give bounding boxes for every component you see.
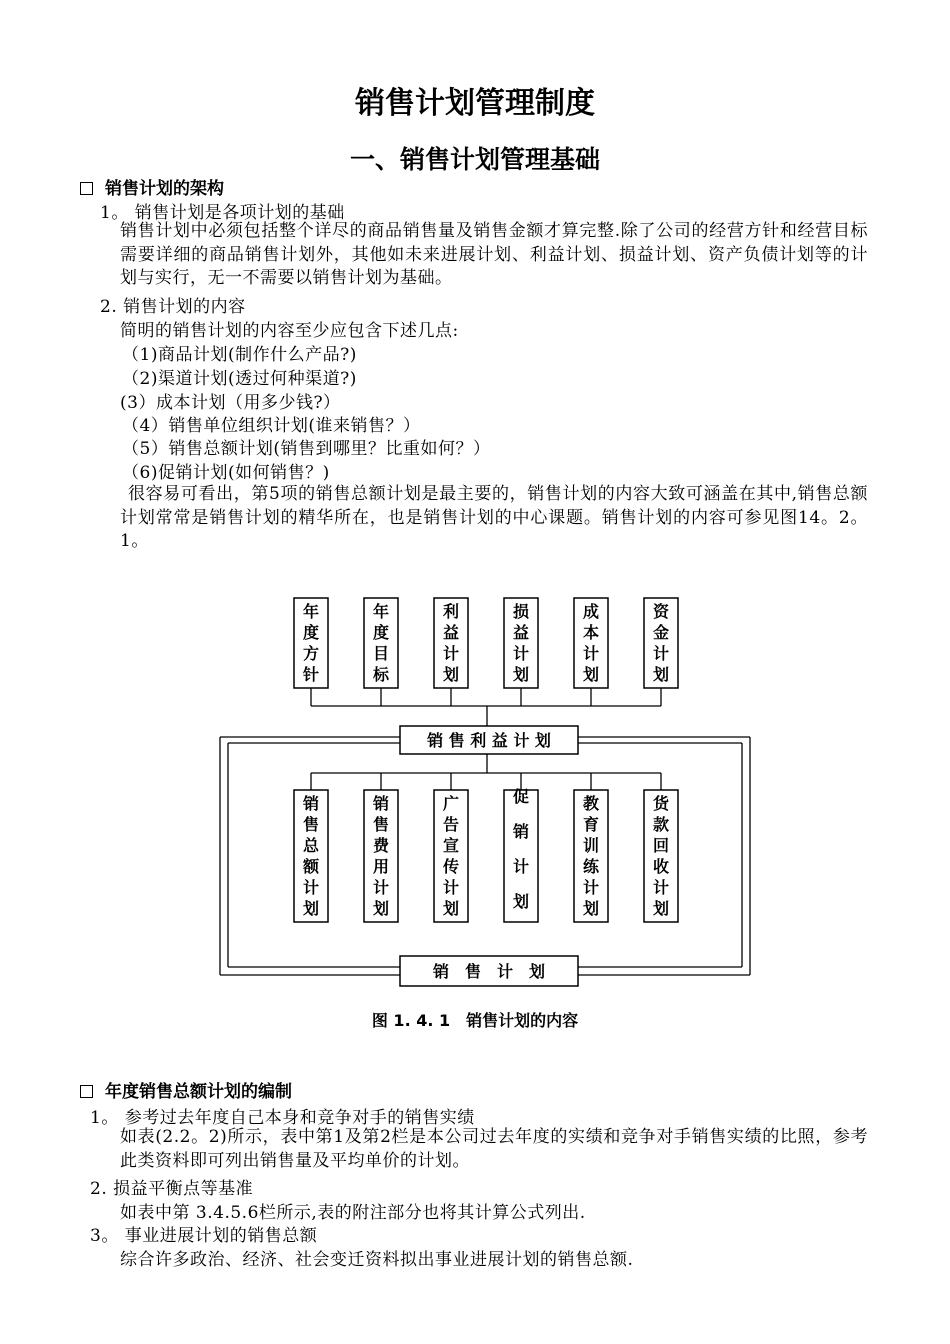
box-label: 计: [582, 644, 600, 663]
list-item: （6)促销计划(如何销售？): [122, 463, 330, 483]
section-heading-text: 销售计划的架构: [105, 179, 224, 199]
list-item: （1)商品计划(制作什么产品?): [122, 345, 357, 365]
box-label: 利: [442, 602, 460, 621]
box-label: 售: [302, 815, 320, 834]
box-label: 划: [442, 899, 460, 918]
checkbox-icon: [80, 1085, 93, 1098]
box-label: 本: [582, 623, 600, 642]
box-label: 金: [652, 623, 670, 642]
box-label: 广: [442, 794, 460, 813]
box-label: 销: [512, 822, 530, 841]
box-label: 促: [512, 787, 530, 806]
paragraph: 综合许多政治、经济、社会变迁资料拟出事业进展计划的销售总额.: [120, 1250, 634, 1270]
box-label: 计: [512, 857, 530, 876]
paragraph: 销售计划中必须包括整个详尽的商品销售量及销售金额才算完整.除了公司的经营方针和经营目标需要详细的商品销售计划外，其他如未来进展计划、利益计划、损益计划、资产负债计划等的计划与实行，无一不需要以销售计划为基础。: [120, 221, 868, 288]
box-label: 销: [372, 794, 390, 813]
box-label: 费: [372, 836, 390, 855]
box-label: 额: [302, 857, 320, 876]
top-plan-box: [294, 598, 328, 688]
list-item: （4）销售单位组织计划(谁来销售？）: [122, 416, 421, 436]
item-label: 1。 参考过去年度自己本身和竞争对手的销售实绩: [90, 1108, 475, 1128]
box-label: 销: [302, 794, 320, 813]
bottom-plan-box: [574, 790, 608, 922]
box-label: 教: [582, 794, 600, 813]
box-label: 划: [372, 899, 390, 918]
box-label: 计: [442, 878, 460, 897]
box-label: 传: [442, 857, 460, 876]
top-plan-box: [504, 598, 538, 688]
paragraph: 很容易可看出，第5项的销售总额计划是最主要的，销售计划的内容大致可涵盖在其中,销售总额计划常常是销售计划的精华所在，也是销售计划的中心课题。销售计划的内容可参见图14。2。1。: [120, 484, 868, 551]
box-label: 告: [442, 815, 460, 834]
item-label: 2. 损益平衡点等基准: [90, 1179, 254, 1199]
top-plan-box: [364, 598, 398, 688]
box-label: 总: [302, 836, 320, 855]
box-label: 用: [372, 857, 390, 876]
box-label: 划: [582, 665, 600, 684]
box-label: 计: [582, 878, 600, 897]
box-label: 益: [512, 623, 530, 642]
paragraph: 如表(2.2。2)所示，表中第1及第2栏是本公司过去年度的实绩和竞争对手销售实绩的比照，参考此类资料即可列出销售量及平均单价的计划。: [120, 1127, 868, 1171]
item-label: 1。 销售计划是各项计划的基础: [100, 203, 345, 223]
box-label: 度: [302, 623, 320, 642]
box-label: 练: [582, 857, 600, 876]
sales-profit-plan-box: [400, 726, 578, 754]
box-label: 益: [442, 623, 460, 642]
box-label: 销 售 计 划: [432, 962, 546, 981]
box-label: 标: [372, 665, 390, 684]
bottom-plan-box: [294, 790, 328, 922]
bottom-plan-box: [644, 790, 678, 922]
box-label: 划: [442, 665, 460, 684]
page-title: 销售计划管理制度: [355, 86, 595, 121]
box-label: 宣: [442, 836, 460, 855]
box-label: 划: [652, 665, 670, 684]
box-label: 货: [652, 794, 670, 813]
box-label: 收: [652, 857, 670, 876]
list-item: (3）成本计划（用多少钱?）: [120, 393, 341, 413]
box-label: 年: [372, 602, 390, 621]
top-plan-box: [434, 598, 468, 688]
paragraph: 如表中第 3.4.5.6栏所示,表的附注部分也将其计算公式列出.: [120, 1203, 586, 1223]
box-label: 方: [302, 644, 320, 663]
box-label: 计: [512, 644, 530, 663]
box-label: 划: [302, 899, 320, 918]
figure-caption: 图 1. 4. 1 销售计划的内容: [371, 1011, 579, 1030]
box-label: 目: [372, 644, 390, 663]
box-label: 度: [372, 623, 390, 642]
box-label: 针: [302, 665, 320, 684]
box-label: 成: [582, 602, 600, 621]
item-label: 3。 事业进展计划的销售总额: [90, 1226, 318, 1246]
top-plan-box: [644, 598, 678, 688]
box-label: 回: [652, 836, 670, 855]
box-label: 育: [582, 815, 600, 834]
page-subtitle: 一、销售计划管理基础: [349, 145, 600, 174]
item-label: 2. 销售计划的内容: [100, 297, 246, 317]
box-label: 划: [652, 899, 670, 918]
box-label: 计: [652, 644, 670, 663]
box-label: 款: [652, 815, 670, 834]
box-label: 售: [372, 815, 390, 834]
sales-plan-box: [400, 956, 578, 986]
list-item: （5）销售总额计划(销售到哪里？比重如何？）: [122, 439, 491, 459]
section-heading-annual: [80, 1077, 292, 1102]
list-item: （2)渠道计划(透过何种渠道?): [122, 369, 357, 389]
box-label: 年: [302, 602, 320, 621]
paragraph: 简明的销售计划的内容至少应包含下述几点:: [120, 321, 459, 341]
box-label: 损: [512, 602, 530, 621]
bottom-plan-box: [504, 787, 538, 922]
bottom-plan-box: [434, 790, 468, 922]
box-label: 划: [512, 892, 530, 911]
box-label: 销 售 利 益 计 划: [427, 731, 551, 750]
top-plan-box: [574, 598, 608, 688]
box-label: 计: [372, 878, 390, 897]
box-label: 划: [512, 665, 530, 684]
box-label: 计: [652, 878, 670, 897]
box-label: 训: [582, 836, 600, 855]
box-label: 计: [302, 878, 320, 897]
box-label: 计: [442, 644, 460, 663]
bottom-plan-box: [364, 790, 398, 922]
box-label: 划: [582, 899, 600, 918]
box-label: 资: [652, 602, 670, 621]
section-heading-text: 年度销售总额计划的编制: [105, 1082, 292, 1102]
